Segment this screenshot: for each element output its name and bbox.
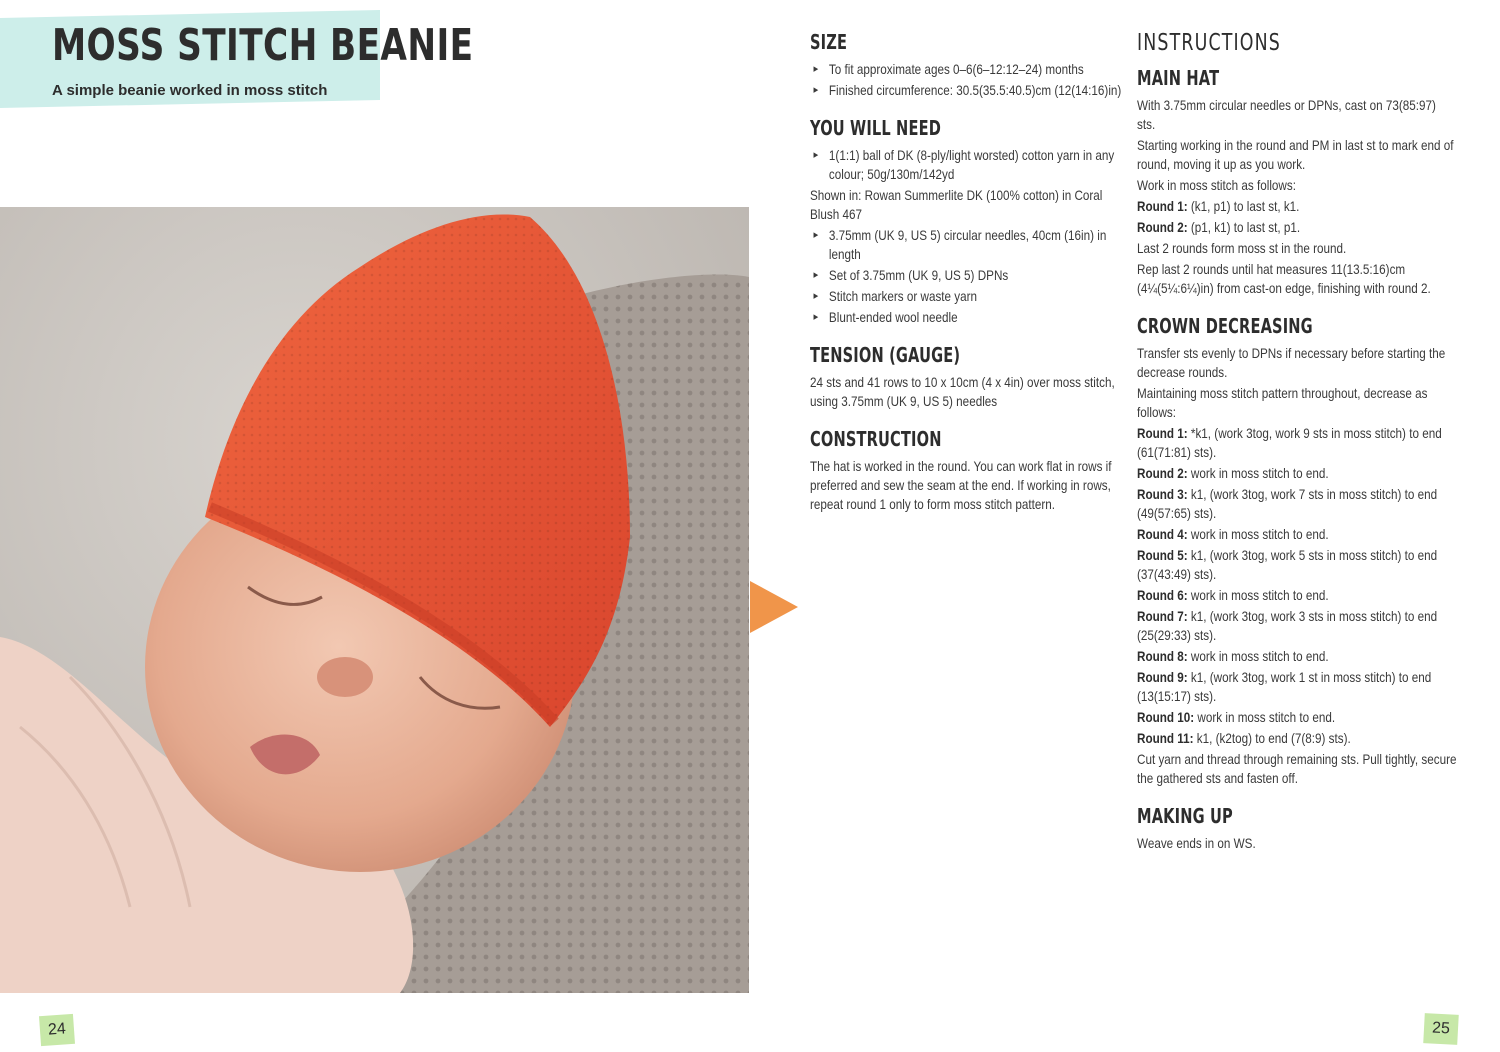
construction-heading: CONSTRUCTION — [810, 427, 942, 451]
page-title: MOSS STITCH BEANIE — [52, 20, 474, 71]
round-label: Round 8: — [1137, 649, 1188, 664]
paragraph: Rep last 2 rounds until hat measures 11(13.5:16)cm (4¼(5¼:6¼)in) from cast-on edge, finishing with round 2. — [1137, 262, 1431, 296]
round-step — [1137, 218, 1457, 237]
paragraph: With 3.75mm circular needles or DPNs, cast on 73(85:97) sts. — [1137, 98, 1436, 132]
round-step — [1137, 729, 1457, 748]
main-hat-section — [1137, 66, 1457, 298]
tension-section — [810, 343, 1125, 411]
instructions-column — [1137, 30, 1457, 869]
round-text: k1, (work 3tog, work 1 st in moss stitch) to end (13(15:17) sts). — [1137, 670, 1432, 704]
round-text: k1, (work 3tog, work 3 sts in moss stitch) to end (25(29:33) sts). — [1137, 609, 1438, 643]
round-label: Round 6: — [1137, 588, 1188, 603]
round-step — [1137, 708, 1457, 727]
round-text: work in moss stitch to end. — [1187, 466, 1329, 481]
round-label: Round 4: — [1137, 527, 1188, 542]
construction-text: The hat is worked in the round. You can work flat in rows if preferred and sew the seam at the end. If working in rows, repeat round 1 only to form moss stitch pattern. — [810, 459, 1112, 512]
round-text: (k1, p1) to last st, k1. — [1187, 199, 1300, 214]
construction-section — [810, 427, 1125, 514]
list-item: ▸ Stitch markers or waste yarn — [810, 287, 1125, 306]
round-text: work in moss stitch to end. — [1187, 588, 1329, 603]
list-item: ▸ Finished circumference: 30.5(35.5:40.5)cm (12(14:16)in) — [810, 81, 1125, 100]
round-step — [1137, 197, 1457, 216]
size-list — [810, 60, 1125, 100]
round-text: *k1, (work 3tog, work 9 sts in moss stitch) to end (61(71:81) sts). — [1137, 426, 1442, 460]
paragraph: Work in moss stitch as follows: — [1137, 178, 1296, 193]
round-text: (p1, k1) to last st, p1. — [1187, 220, 1301, 235]
materials-section — [810, 116, 1125, 327]
round-step — [1137, 607, 1457, 645]
round-label: Round 2: — [1137, 466, 1188, 481]
making-up-heading: MAKING UP — [1137, 804, 1233, 828]
round-label: Round 5: — [1137, 548, 1188, 563]
round-text: work in moss stitch to end. — [1194, 710, 1336, 725]
paragraph: Last 2 rounds form moss st in the round. — [1137, 241, 1347, 256]
list-item: ▸ 1(1:1) ball of DK (8-ply/light worsted) cotton yarn in any colour; 50g/130m/142yd — [810, 146, 1125, 184]
round-step — [1137, 546, 1457, 584]
round-label: Round 1: — [1137, 199, 1188, 214]
round-label: Round 11: — [1137, 731, 1194, 746]
materials-heading: YOU WILL NEED — [810, 116, 941, 140]
round-step — [1137, 586, 1457, 605]
round-label: Round 9: — [1137, 670, 1188, 685]
paragraph: Starting working in the round and PM in last st to mark end of round, moving it up as you work. — [1137, 138, 1454, 172]
page-subtitle: A simple beanie worked in moss stitch — [52, 82, 328, 99]
materials-list — [810, 146, 1125, 184]
round-label: Round 3: — [1137, 487, 1188, 502]
page-number-right: 25 — [1423, 1013, 1459, 1045]
round-label: Round 1: — [1137, 426, 1188, 441]
list-item: ▸ 3.75mm (UK 9, US 5) circular needles, 40cm (16in) in length — [810, 226, 1125, 264]
requirements-column — [810, 30, 1125, 530]
making-up-section — [1137, 804, 1457, 853]
round-step — [1137, 464, 1457, 483]
round-step — [1137, 525, 1457, 544]
crown-section — [1137, 314, 1457, 788]
paragraph: Maintaining moss stitch pattern throughout, decrease as follows: — [1137, 386, 1428, 420]
round-step — [1137, 668, 1457, 706]
tension-heading: TENSION (GAUGE) — [810, 343, 961, 367]
sleeping-baby-photo — [0, 207, 749, 993]
round-text: k1, (work 3tog, work 7 sts in moss stitch) to end (49(57:65) sts). — [1137, 487, 1438, 521]
paragraph: Cut yarn and thread through remaining sts. Pull tightly, secure the gathered sts and fasten off. — [1137, 752, 1457, 786]
round-text: k1, (k2tog) to end (7(8:9) sts). — [1193, 731, 1351, 746]
round-step — [1137, 424, 1457, 462]
round-text: work in moss stitch to end. — [1187, 527, 1329, 542]
photo-illustration — [0, 207, 749, 993]
crown-heading: CROWN DECREASING — [1137, 314, 1313, 338]
paragraph: Transfer sts evenly to DPNs if necessary before starting the decrease rounds. — [1137, 346, 1446, 380]
page-number-left: 24 — [39, 1014, 75, 1046]
list-item: ▸ Set of 3.75mm (UK 9, US 5) DPNs — [810, 266, 1125, 285]
paragraph: Weave ends in on WS. — [1137, 836, 1256, 851]
round-step — [1137, 647, 1457, 666]
main-hat-heading: MAIN HAT — [1137, 66, 1220, 90]
instructions-heading: INSTRUCTIONS — [1137, 30, 1281, 56]
round-label: Round 10: — [1137, 710, 1195, 725]
round-text: work in moss stitch to end. — [1187, 649, 1329, 664]
round-label: Round 2: — [1137, 220, 1188, 235]
list-item: ▸ Blunt-ended wool needle — [810, 308, 1125, 327]
continue-arrow-icon — [750, 581, 798, 633]
list-item: ▸ To fit approximate ages 0–6(6–12:12–24) months — [810, 60, 1125, 79]
materials-list — [810, 226, 1125, 327]
round-step — [1137, 485, 1457, 523]
round-text: k1, (work 3tog, work 5 sts in moss stitch) to end (37(43:49) sts). — [1137, 548, 1438, 582]
round-label: Round 7: — [1137, 609, 1188, 624]
size-section — [810, 30, 1125, 100]
shown-in-text: Shown in: Rowan Summerlite DK (100% cotton) in Coral Blush 467 — [810, 188, 1103, 222]
tension-text: 24 sts and 41 rows to 10 x 10cm (4 x 4in) over moss stitch, using 3.75mm (UK 9, US 5) needles — [810, 375, 1115, 409]
size-heading: SIZE — [810, 30, 848, 54]
